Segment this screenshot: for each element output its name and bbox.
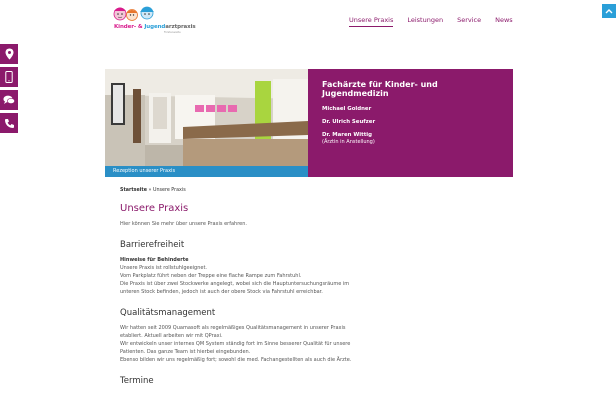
- logo-text-2: Jugend: [144, 24, 166, 30]
- doctor-name: [322, 119, 499, 125]
- logo[interactable]: [112, 4, 196, 34]
- side-contact-bar: [0, 44, 18, 133]
- section-heading-termine: Termine: [120, 376, 154, 386]
- breadcrumb-separator: »: [146, 188, 153, 193]
- paragraph: Wir hatten seit 2009 Quamasoft als regelmäßiges Qualitätsmanagement in unserer Praxis etabliert. Aktuell arbeiten wir mit QPraxi.: [120, 325, 346, 339]
- mobile-button[interactable]: [0, 67, 18, 87]
- nav-item-news[interactable]: News: [495, 16, 513, 24]
- logo-subtitle: Fürstenwalde: [164, 31, 181, 34]
- chevron-up-icon: [605, 8, 613, 14]
- photo-caption: Rezeption unserer Praxis: [105, 166, 308, 177]
- scroll-top-button[interactable]: [602, 4, 616, 18]
- doctor-3-note: (Ärztin in Anstellung): [322, 139, 375, 145]
- reception-illustration: [105, 69, 308, 177]
- paragraph: Unsere Praxis ist rollstuhlgeeignet.: [120, 265, 208, 271]
- logo-text-3: arztpraxis: [165, 24, 196, 30]
- phone-call-icon: [4, 118, 15, 129]
- reception-photo: [105, 69, 308, 177]
- paragraph: Vom Parkplatz führt neben der Treppe eine flache Rampe zum Fahrstuhl.: [120, 273, 302, 279]
- doctors-panel: [308, 69, 513, 177]
- section-heading-barrierefreiheit: Barrierefreiheit: [120, 240, 185, 250]
- breadcrumb-current: Unsere Praxis: [152, 188, 186, 193]
- main-content: [120, 188, 360, 392]
- section-heading-qualitaetsmanagement: Qualitätsmanagement: [120, 308, 216, 318]
- intro-text: Hier können Sie mehr über unsere Praxis erfahren.: [120, 221, 247, 227]
- nav-item-leistungen[interactable]: Leistungen: [407, 16, 444, 24]
- paragraph: Ebenso bilden wir uns regelmäßig fort; sowohl die med. Fachangestellten als auch die Ärzte.: [120, 357, 352, 363]
- banner-title: Fachärzte für Kinder- und Jugendmedizin: [322, 80, 438, 98]
- logo-text-1: Kinder- &: [114, 24, 145, 30]
- nav-item-unsere-praxis[interactable]: Unsere Praxis: [349, 16, 393, 27]
- doctor-name: [322, 106, 499, 112]
- paragraph: Die Praxis ist über zwei Stockwerke angelegt, wobei sich die Hauptuntersuchungsräume im unteren Stock befinden, jedoch ist auch der obere Stock via Fahrstuhl erreichbar.: [120, 281, 350, 295]
- phone-icon: [5, 71, 13, 83]
- doctor-name: [322, 132, 499, 145]
- chat-icon: [3, 95, 15, 105]
- location-icon: [5, 48, 14, 60]
- logo-wordmark: [114, 24, 196, 30]
- doctor-2-name: Dr. Ulrich Seufzer: [322, 119, 376, 125]
- breadcrumb: [120, 188, 360, 193]
- logo-children-icon: [112, 4, 156, 24]
- doctor-3-name: Dr. Maren Wittig: [322, 132, 372, 138]
- paragraph: Wir entwickeln unser internes QM System ständig fort im Sinne besserer Qualität für unsere Patienten. Das ganze Team ist hierbei eingebunden.: [120, 341, 351, 355]
- call-button[interactable]: [0, 113, 18, 133]
- chat-button[interactable]: [0, 90, 18, 110]
- page-title: Unsere Praxis: [120, 203, 189, 214]
- doctor-1-name: Michael Goldner: [322, 106, 372, 112]
- breadcrumb-home[interactable]: Startseite: [120, 188, 147, 193]
- section-subheading: Hinweise für Behinderte: [120, 257, 189, 263]
- nav-item-service[interactable]: Service: [457, 16, 482, 24]
- location-button[interactable]: [0, 44, 18, 64]
- main-nav: [349, 16, 513, 27]
